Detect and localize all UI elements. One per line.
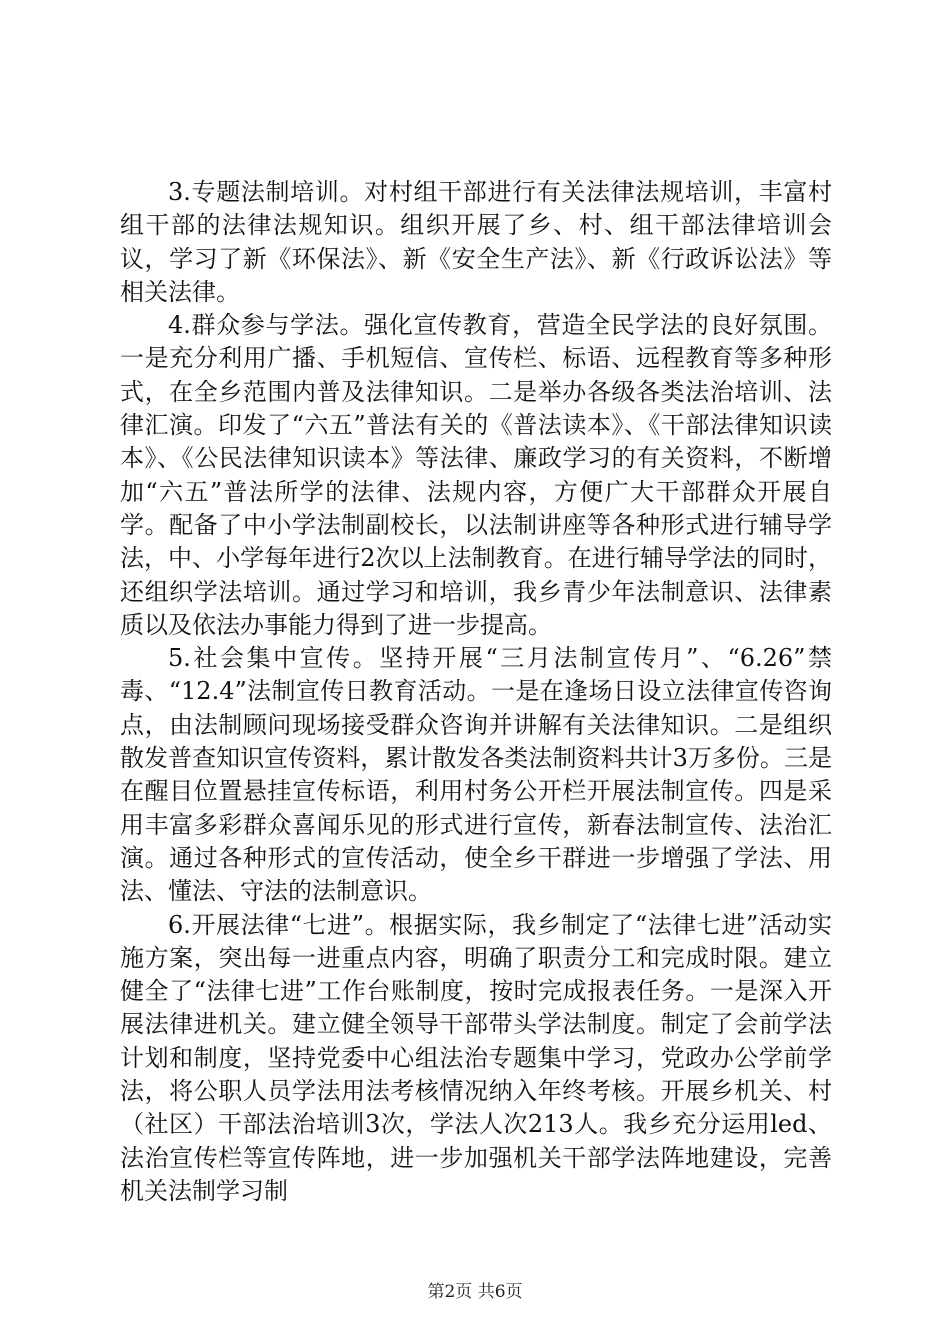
paragraph-seven-entries: 6.开展法律“七进”。根据实际，我乡制定了“法律七进”活动实施方案，突出每一进重点内容，明确了职责分工和完成时限。建立健全了“法律七进”工作台账制度，按时完成报表任务。一是深入开展法律进机关。建立健全领导干部带头学法制度。制定了会前学法计划和制度，坚持党委中心组法治专题集中学习，党政办公学前学法，将公职人员学法用法考核情况纳入年终考核。开展乡机关、村（社区）干部法治培训3次，学法人次213人。我乡充分运用led、法治宣传栏等宣传阵地，进一步加强机关干部学法阵地建设，完善机关法制学习制 (120, 910, 832, 1205)
paragraph-special-training: 3.专题法制培训。对村组干部进行有关法律法规培训，丰富村组干部的法律法规知识。组织开展了乡、村、组干部法律培训会议，学习了新《环保法》、新《安全生产法》、新《行政诉讼法》等相关法律。 (120, 178, 832, 306)
body-text (120, 176, 832, 1208)
paragraph-public-learning: 4.群众参与学法。强化宣传教育，营造全民学法的良好氛围。一是充分利用广播、手机短信、宣传栏、标语、远程教育等多种形式，在全乡范围内普及法律知识。二是举办各级各类法治培训、法律汇演。印发了“六五”普法有关的《普法读本》、《干部法律知识读本》、《公民法律知识读本》等法律、廉政学习的有关资料，不断增加“六五”普法所学的法律、法规内容，方便广大干部群众开展自学。配备了中小学法制副校长，以法制讲座等各种形式进行辅导学法，中、小学每年进行2次以上法制教育。在进行辅导学法的同时，还组织学法培训。通过学习和培训，我乡青少年法制意识、法律素质以及依法办事能力得到了进一步提高。 (120, 311, 832, 639)
page-footer: 第2页 共6页 (427, 1282, 523, 1302)
paragraph-social-publicity: 5.社会集中宣传。坚持开展“三月法制宣传月”、“6.26”禁毒、“12.4”法制宣传日教育活动。一是在逢场日设立法律宣传咨询点，由法制顾问现场接受群众咨询并讲解有关法律知识。二是组织散发普查知识宣传资料，累计散发各类法制资料共计3万多份。三是在醒目位置悬挂宣传标语，利用村务公开栏开展法制宣传。四是采用丰富多彩群众喜闻乐见的形式进行宣传，新春法制宣传、法治汇演。通过各种形式的宣传活动，使全乡干群进一步增强了学法、用法、懂法、守法的法制意识。 (120, 644, 832, 906)
